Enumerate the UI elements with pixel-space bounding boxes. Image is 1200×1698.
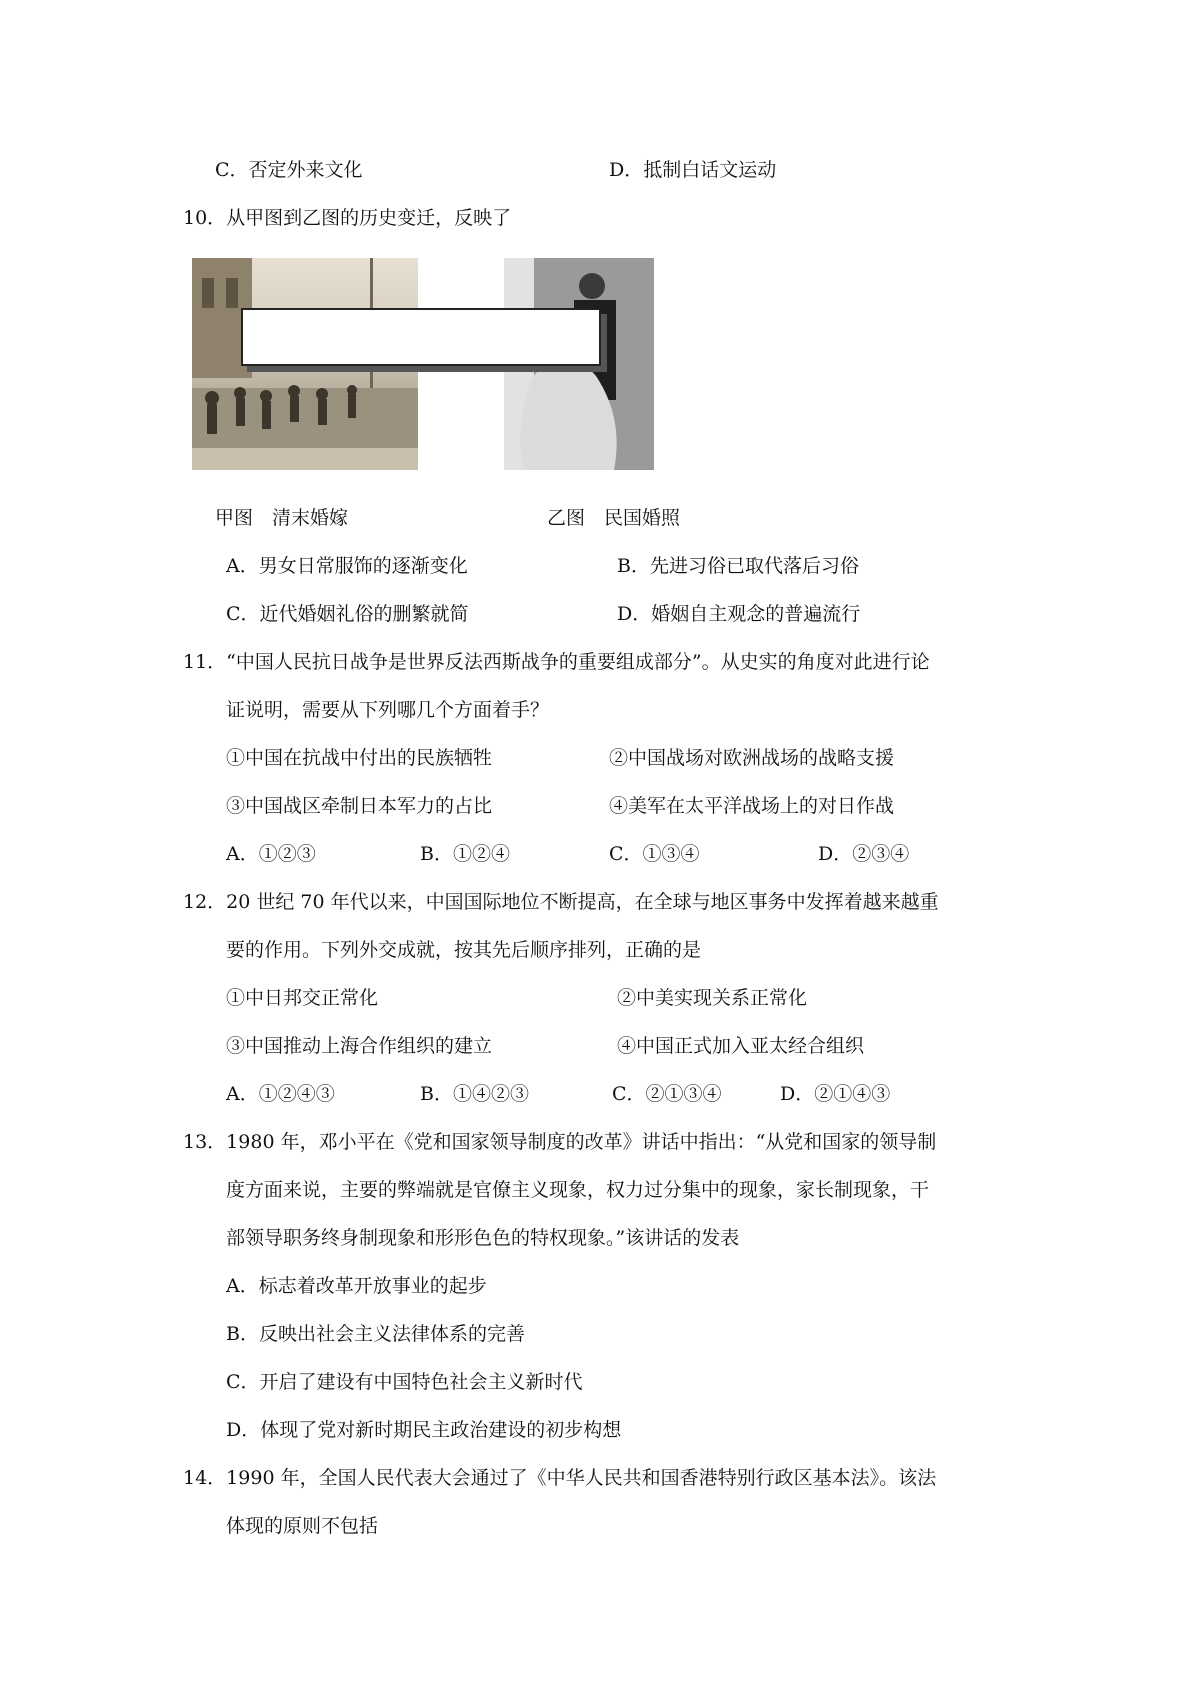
q14-stem-line2: 体现的原则不包括	[226, 1515, 379, 1537]
q13-option-b: B．反映出社会主义法律体系的完善	[226, 1323, 525, 1345]
q11-stem-line2: 证说明，需要从下列哪几个方面着手？	[226, 699, 550, 721]
q12-item2: ②中美实现关系正常化	[617, 987, 808, 1009]
q13-stem-line3: 部领导职务终身制现象和形形色色的特权现象。”该讲话的发表	[226, 1227, 740, 1249]
q10-stem: 10．从甲图到乙图的历史变迁，反映了	[183, 207, 512, 229]
q9-option-d: D．抵制白话文运动	[609, 159, 777, 181]
q11-item3: ③中国战区牵制日本军力的占比	[226, 795, 493, 817]
q13-stem-line1: 13．1980 年，邓小平在《党和国家领导制度的改革》讲话中指出：“从党和国家的领导制	[183, 1131, 937, 1153]
image-mask-box	[241, 308, 601, 366]
q12-item1: ①中日邦交正常化	[226, 987, 379, 1009]
q10-option-c: C．近代婚姻礼俗的删繁就简	[226, 603, 469, 625]
q10-option-a: A．男女日常服饰的逐渐变化	[226, 555, 468, 577]
q13-option-c: C．开启了建设有中国特色社会主义新时代	[226, 1371, 583, 1393]
q11-stem-line1: 11．“中国人民抗日战争是世界反法西斯战争的重要组成部分”。从史实的角度对此进行论	[183, 651, 930, 673]
q12-option-a: A．①②④③	[226, 1083, 335, 1105]
q12-option-c: C．②①③④	[612, 1083, 722, 1105]
q9-option-c: C．否定外来文化	[215, 159, 363, 181]
q11-option-a: A．①②③	[226, 843, 316, 865]
q12-item4: ④中国正式加入亚太经合组织	[617, 1035, 865, 1057]
q12-item3: ③中国推动上海合作组织的建立	[226, 1035, 493, 1057]
q14-stem-line1: 14．1990 年，全国人民代表大会通过了《中华人民共和国香港特别行政区基本法》。该法	[183, 1467, 937, 1489]
q10-caption-b: 乙图 民国婚照	[547, 507, 681, 529]
q12-stem-line1: 12．20 世纪 70 年代以来，中国国际地位不断提高，在全球与地区事务中发挥着越来越重	[183, 891, 939, 913]
q11-item1: ①中国在抗战中付出的民族牺牲	[226, 747, 493, 769]
q13-option-d: D．体现了党对新时期民主政治建设的初步构想	[226, 1419, 622, 1441]
q13-stem-line2: 度方面来说，主要的弊端就是官僚主义现象，权力过分集中的现象，家长制现象，干	[226, 1179, 930, 1201]
q11-item4: ④美军在太平洋战场上的对日作战	[609, 795, 895, 817]
q11-item2: ②中国战场对欧洲战场的战略支援	[609, 747, 895, 769]
q10-caption-a: 甲图 清末婚嫁	[215, 507, 349, 529]
q11-option-c: C．①③④	[609, 843, 700, 865]
q12-option-b: B．①④②③	[420, 1083, 529, 1105]
q13-option-a: A．标志着改革开放事业的起步	[226, 1275, 487, 1297]
q12-stem-line2: 要的作用。下列外交成就，按其先后顺序排列，正确的是	[226, 939, 702, 961]
q12-option-d: D．②①④③	[780, 1083, 891, 1105]
q10-option-b: B．先进习俗已取代落后习俗	[617, 555, 859, 577]
q10-option-d: D．婚姻自主观念的普遍流行	[617, 603, 861, 625]
q11-option-d: D．②③④	[818, 843, 910, 865]
q11-option-b: B．①②④	[420, 843, 510, 865]
